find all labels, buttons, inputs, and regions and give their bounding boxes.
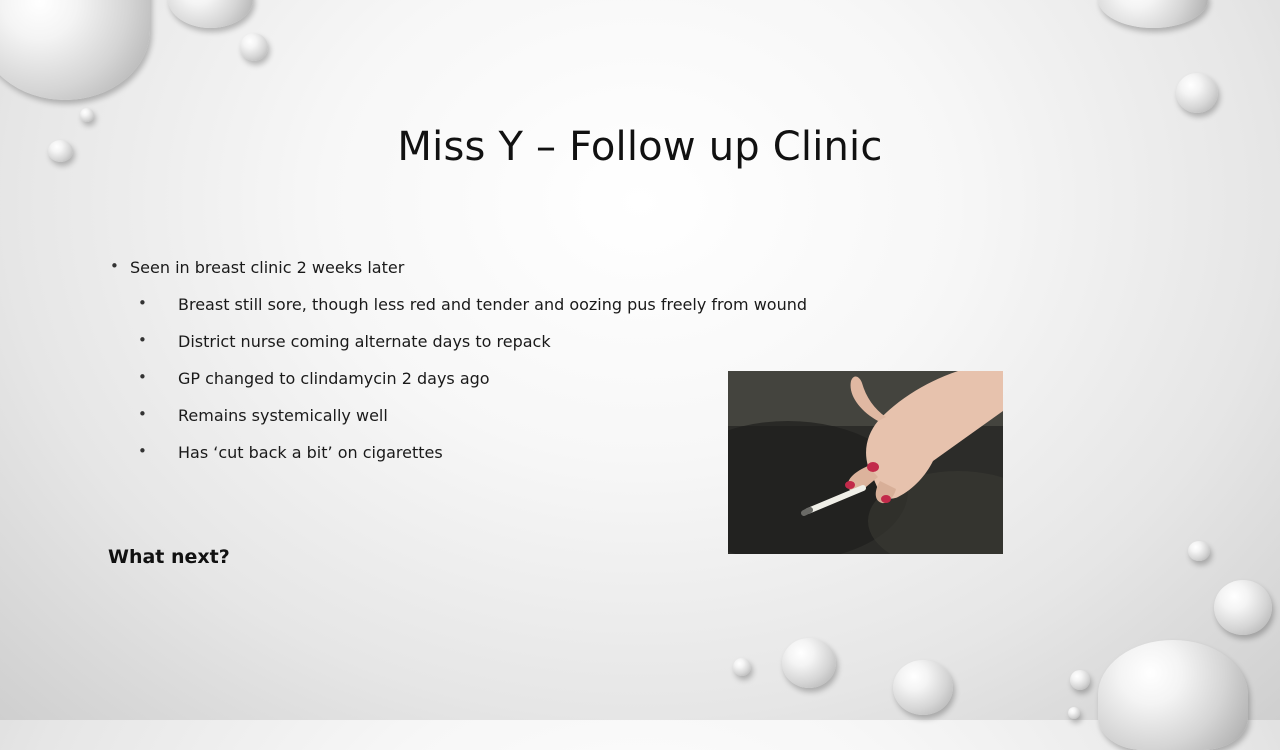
water-droplet — [1098, 640, 1248, 750]
question-heading: What next? — [108, 546, 230, 568]
sub-bullet-item: • Breast still sore, though less red and tender and oozing pus freely from wound — [110, 295, 870, 314]
water-droplet — [1176, 73, 1218, 113]
slide-title: Miss Y – Follow up Clinic — [397, 124, 883, 170]
water-droplet — [1214, 580, 1272, 635]
water-droplet — [80, 108, 94, 122]
sub-bullet-item: • District nurse coming alternate days to repack — [110, 332, 870, 351]
water-droplet — [240, 33, 268, 61]
water-droplet — [1070, 670, 1090, 690]
cigarette-hand-illustration — [728, 371, 1003, 554]
water-droplet — [893, 660, 953, 715]
water-droplet — [168, 0, 253, 28]
water-droplet — [1188, 541, 1210, 561]
sub-bullet-item: • Has ‘cut back a bit’ on cigarettes — [110, 443, 870, 462]
cigarette-photo — [728, 371, 1003, 554]
water-droplet — [733, 658, 751, 676]
water-droplet — [1098, 0, 1208, 28]
water-droplet — [0, 0, 150, 100]
water-droplet — [782, 638, 836, 688]
sub-bullet-item: • GP changed to clindamycin 2 days ago — [110, 369, 870, 388]
sub-bullet-item: • Remains systemically well — [110, 406, 870, 425]
water-droplet — [1068, 707, 1080, 719]
bullet-item: • Seen in breast clinic 2 weeks later — [110, 258, 870, 277]
